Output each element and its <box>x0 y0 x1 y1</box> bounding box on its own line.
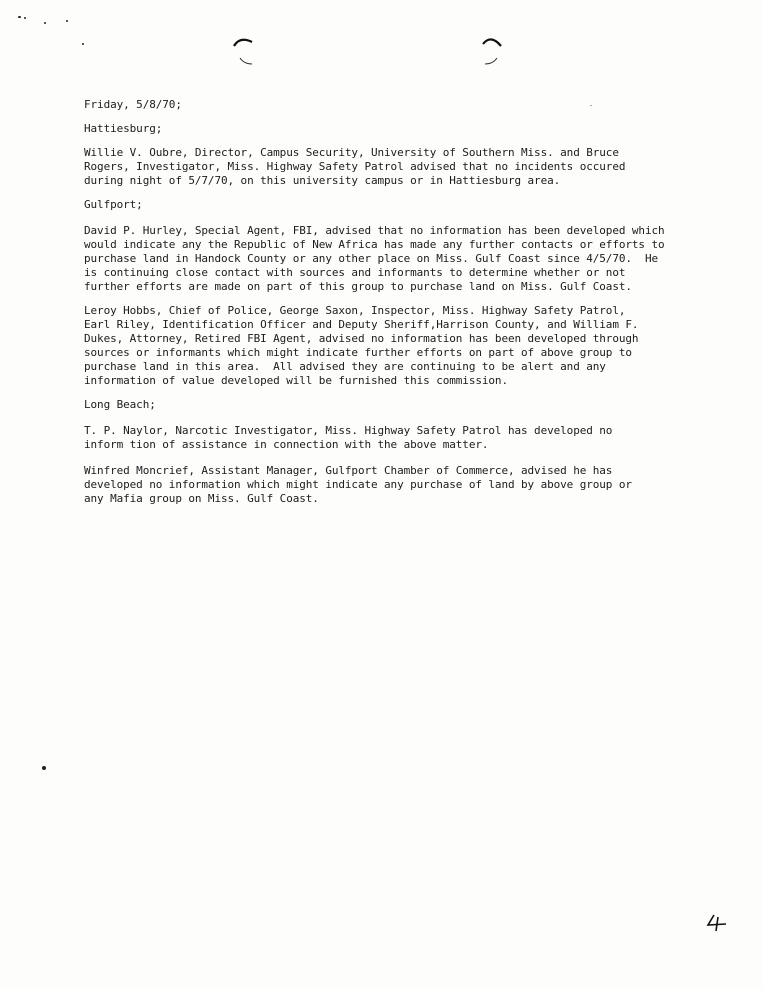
text-line: sources or informants which might indicate further efforts on part of above group to <box>84 346 632 359</box>
scan-speck <box>18 16 21 18</box>
text-line: developed no information which might indicate any purchase of land by above group or <box>84 478 632 491</box>
scan-speck <box>44 22 46 24</box>
scan-speck <box>66 20 68 22</box>
scan-speck <box>42 766 46 770</box>
text-line: purchase land in Handock County or any other place on Miss. Gulf Coast since 4/5/70. He <box>84 252 658 265</box>
section-heading-long-beach: Long Beach; <box>84 398 156 411</box>
text-line: T. P. Naylor, Narcotic Investigator, Miss. Highway Safety Patrol has developed no <box>84 424 613 437</box>
handwritten-page-number <box>706 914 728 932</box>
scan-speck <box>82 43 84 45</box>
punch-hole-right <box>477 34 505 68</box>
scan-speck <box>24 17 26 19</box>
text-line: Willie V. Oubre, Director, Campus Security, University of Southern Miss. and Bruce <box>84 146 619 159</box>
section-heading-gulfport: Gulfport; <box>84 198 143 211</box>
text-line: purchase land in this area. All advised they are continuing to be alert and any <box>84 360 606 373</box>
text-line: any Mafia group on Miss. Gulf Coast. <box>84 492 319 505</box>
text-line: Rogers, Investigator, Miss. Highway Safety Patrol advised that no incidents occured <box>84 160 626 173</box>
text-line: Winfred Moncrief, Assistant Manager, Gulfport Chamber of Commerce, advised he has <box>84 464 613 477</box>
page-number-glyph <box>706 914 728 932</box>
text-line: during night of 5/7/70, on this university campus or in Hattiesburg area. <box>84 174 561 187</box>
text-line: would indicate any the Republic of New Africa has made any further contacts or efforts to <box>84 238 665 251</box>
text-line: further efforts are made on part of this group to purchase land on Miss. Gulf Coast. <box>84 280 632 293</box>
text-line: Leroy Hobbs, Chief of Police, George Saxon, Inspector, Miss. Highway Safety Patrol, <box>84 304 626 317</box>
paragraph-long-beach-2 <box>84 464 724 506</box>
text-line: David P. Hurley, Special Agent, FBI, advised that no information has been developed which <box>84 224 665 237</box>
section-heading-hattiesburg: Hattiesburg; <box>84 122 163 135</box>
date-line: Friday, 5/8/70; <box>84 98 182 111</box>
paragraph-gulfport-1 <box>84 224 724 294</box>
text-line: is continuing close contact with sources and informants to determine whether or not <box>84 266 626 279</box>
text-line: Dukes, Attorney, Retired FBI Agent, advised no information has been developed through <box>84 332 639 345</box>
paragraph-gulfport-2 <box>84 304 724 388</box>
text-line: Earl Riley, Identification Officer and Deputy Sheriff,Harrison County, and William F. <box>84 318 639 331</box>
document-body <box>84 98 724 506</box>
text-line: information of value developed will be furnished this commission. <box>84 374 508 387</box>
text-line: inform tion of assistance in connection with the above matter. <box>84 438 489 451</box>
punch-hole-left <box>230 34 258 68</box>
paragraph-long-beach-1 <box>84 424 724 452</box>
paragraph-hattiesburg-1 <box>84 146 724 188</box>
